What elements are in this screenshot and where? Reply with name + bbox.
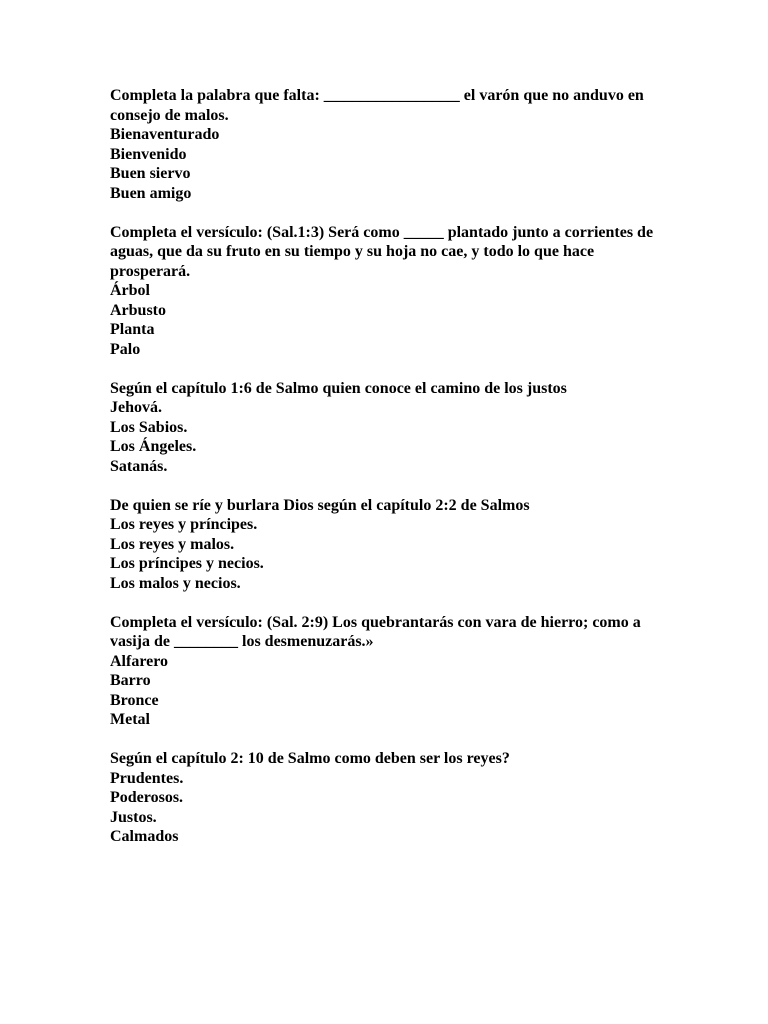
answer-option: Calmados xyxy=(110,828,179,845)
answer-option: Los Ángeles. xyxy=(110,438,197,455)
answer-option: Satanás. xyxy=(110,457,168,475)
answer-option: Prudentes. xyxy=(110,769,184,787)
question-text: Según el capítulo 1:6 de Salmo quien conoce el camino de los justos xyxy=(110,379,567,397)
answer-option: Jehová. xyxy=(110,399,162,416)
answer-option: Bienaventurado xyxy=(110,126,220,143)
answer-option: Barro xyxy=(110,672,151,689)
question-block-2 xyxy=(110,223,670,360)
answer-option: Los Sabios. xyxy=(110,418,188,436)
question-block-3 xyxy=(110,379,670,477)
answer-option: Poderosos. xyxy=(110,789,184,806)
answer-option: Arbusto xyxy=(110,301,167,319)
question-text: Completa el versículo: (Sal.1:3) Será como _____ plantado junto a corrientes de aguas, que da su fruto en su tiempo y su hoja no cae, y todo lo que hace prosperará. xyxy=(110,223,654,280)
answer-option: Los príncipes y necios. xyxy=(110,555,264,572)
question-text: Completa el versículo: (Sal. 2:9) Los quebrantarás con vara de hierro; como a vasija de ________ los desmenuzarás.» xyxy=(110,613,641,650)
question-text: Completa la palabra que falta: _________________ el varón que no anduvo en consejo de malos. xyxy=(110,87,644,124)
answer-option: Bienvenido xyxy=(110,145,187,163)
question-block-5 xyxy=(110,613,670,730)
question-text: De quien se ríe y burlara Dios según el capítulo 2:2 de Salmos xyxy=(110,496,530,514)
answer-option: Árbol xyxy=(110,282,150,299)
answer-option: Alfarero xyxy=(110,652,169,670)
answer-option: Buen amigo xyxy=(110,184,192,202)
question-block-6 xyxy=(110,749,670,847)
answer-option: Los malos y necios. xyxy=(110,574,241,592)
answer-option: Los reyes y malos. xyxy=(110,535,235,553)
answer-option: Metal xyxy=(110,711,150,728)
answer-option: Planta xyxy=(110,321,155,338)
answer-option: Los reyes y príncipes. xyxy=(110,516,258,533)
question-block-4 xyxy=(110,496,670,594)
answer-option: Bronce xyxy=(110,691,159,709)
answer-option: Justos. xyxy=(110,808,157,826)
question-text: Según el capítulo 2: 10 de Salmo como deben ser los reyes? xyxy=(110,750,510,767)
document-page xyxy=(110,86,670,866)
question-block-1 xyxy=(110,86,670,203)
answer-option: Palo xyxy=(110,340,141,358)
answer-option: Buen siervo xyxy=(110,165,191,182)
